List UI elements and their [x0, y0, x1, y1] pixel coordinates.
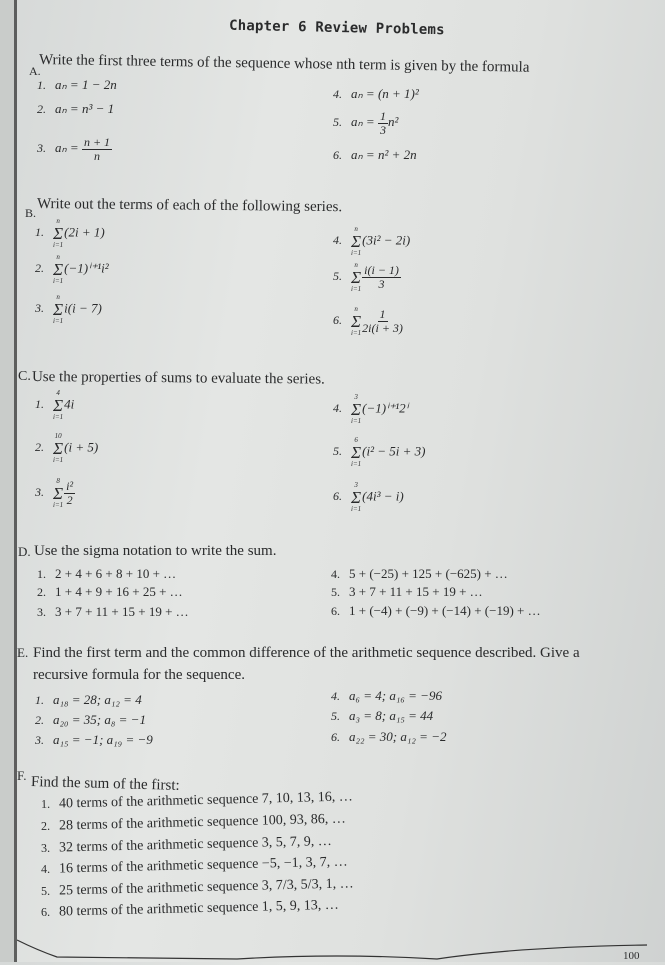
b-item-6: 6. n Σ i=1 $\frac{1}{2i(i + 3)}$: [333, 305, 403, 337]
sigma-icon: 8 Σ i=1: [53, 477, 64, 509]
c-item-3: 3. 8 Σ i=1 $\frac{\text{i²}}{2}$: [35, 477, 74, 509]
b-item-3: 3. n Σ i=1 i(i − 7): [35, 293, 102, 325]
f-item-5: 5. 25 terms of the arithmetic sequence 3, 7/3, 5/3, 1, …: [40, 876, 354, 899]
section-f-instruction: Find the sum of the first:: [30, 774, 180, 794]
f-item-4: 4. 16 terms of the arithmetic sequence −5, −1, 3, 7, …: [40, 854, 348, 877]
sigma-icon: 4 Σ i=1: [53, 389, 64, 421]
f-item-6: 6. 80 terms of the arithmetic sequence 1, 5, 9, 13, …: [40, 897, 340, 920]
e-item-5: 5. a₃ = 8; a₁₅ = 44: [331, 708, 434, 723]
section-f-letter: F.: [17, 768, 27, 783]
section-b-instruction: Write out the terms of each of the following series.: [36, 196, 343, 216]
section-c-instruction: Use the properties of sums to evaluate the series.: [31, 369, 325, 388]
sigma-icon: 3 Σ i=1: [351, 393, 362, 425]
section-d-instruction: Use the sigma notation to write the sum.: [34, 543, 277, 559]
e-item-4: 4. a₆ = 4; a₁₆ = −96: [331, 688, 442, 703]
sigma-icon: 6 Σ i=1: [351, 436, 362, 468]
c-item-5: 5. 6 Σ i=1 (i² − 5i + 3): [333, 436, 426, 468]
b-item-4: 4. n Σ i=1 (3i² − 2i): [333, 225, 411, 257]
a-item-4: 4. aₙ = (n + 1)²: [333, 86, 419, 101]
c-item-1: 1. 4 Σ i=1 4i: [35, 389, 75, 421]
page-title: Chapter 6 Review Problems: [228, 17, 445, 39]
e-item-1: 1. a₁₈ = 28; a₁₂ = 4: [35, 692, 142, 707]
c-item-6: 6. 3 Σ i=1 (4i³ − i): [333, 481, 404, 513]
section-d-letter: D.: [18, 544, 31, 559]
a-item-3: 3. aₙ = $\frac{n + 1}{n}$: [37, 135, 111, 163]
sigma-icon: n Σ i=1: [351, 261, 362, 293]
section-c-letter: C.: [18, 369, 31, 384]
e-item-6: 6. a₂₂ = 30; a₁₂ = −2: [331, 729, 447, 744]
c-item-2: 2. 10 Σ i=1 (i + 5): [35, 432, 99, 464]
a-item-6: 6. aₙ = n² + 2n: [333, 147, 417, 162]
d-item-6: 6. 1 + (−4) + (−9) + (−14) + (−19) + …: [331, 603, 541, 618]
a-item-5: 5. aₙ = $\frac{1}{3}$ n²: [333, 109, 399, 137]
page-left-margin: [0, 0, 14, 962]
sigma-icon: n Σ i=1: [53, 217, 64, 249]
sigma-icon: n Σ i=1: [351, 305, 362, 337]
sigma-icon: 10 Σ i=1: [53, 432, 64, 464]
section-e-instruction-line1: Find the first term and the common difference of the arithmetic sequence described. Give a: [33, 645, 580, 661]
e-item-3: 3. a₁₅ = −1; a₁₉ = −9: [35, 732, 153, 747]
sigma-icon: n Σ i=1: [53, 253, 64, 285]
d-item-2: 2. 1 + 4 + 9 + 16 + 25 + …: [37, 584, 183, 599]
b-item-1: 1. n Σ i=1 (2i + 1): [35, 217, 105, 249]
section-a-instruction: Write the first three terms of the sequence whose nth term is given by the formula: [38, 52, 530, 76]
b-item-2: 2. n Σ i=1 (−1)ⁱ⁺¹i²: [35, 253, 109, 285]
sigma-icon: 3 Σ i=1: [351, 481, 362, 513]
section-a-letter: A.: [29, 64, 41, 78]
f-item-1: 1. 40 terms of the arithmetic sequence 7, 10, 13, 16, …: [40, 789, 354, 812]
d-item-4: 4. 5 + (−25) + 125 + (−625) + …: [331, 566, 508, 581]
d-item-3: 3. 3 + 7 + 11 + 15 + 19 + …: [37, 604, 189, 619]
sigma-icon: n Σ i=1: [351, 225, 362, 257]
e-item-2: 2. a₂₀ = 35; a₈ = −1: [35, 712, 146, 727]
a-item-2: 2. aₙ = n³ − 1: [37, 101, 115, 116]
d-item-1: 1. 2 + 4 + 6 + 8 + 10 + …: [37, 566, 177, 581]
a-item-1: 1. aₙ = 1 − 2n: [37, 77, 117, 92]
c-item-4: 4. 3 Σ i=1 (−1)ⁱ⁺¹2ⁱ: [333, 393, 409, 425]
f-item-2: 2. 28 terms of the arithmetic sequence 100, 93, 86, …: [40, 811, 347, 834]
d-item-5: 5. 3 + 7 + 11 + 15 + 19 + …: [331, 584, 483, 599]
section-e-instruction-line2: recursive formula for the sequence.: [33, 667, 245, 683]
b-item-5: 5. n Σ i=1 $\frac{i(i - 1)}{3}$: [333, 261, 399, 293]
section-b-letter: B.: [25, 206, 37, 220]
f-item-3: 3. 32 terms of the arithmetic sequence 3, 5, 7, 9, …: [40, 833, 333, 856]
section-e-letter: E.: [17, 645, 29, 660]
sigma-icon: n Σ i=1: [53, 293, 64, 325]
worksheet-page: [17, 0, 665, 962]
page-edge-curve: [17, 935, 665, 965]
page-number: 100: [623, 950, 640, 962]
